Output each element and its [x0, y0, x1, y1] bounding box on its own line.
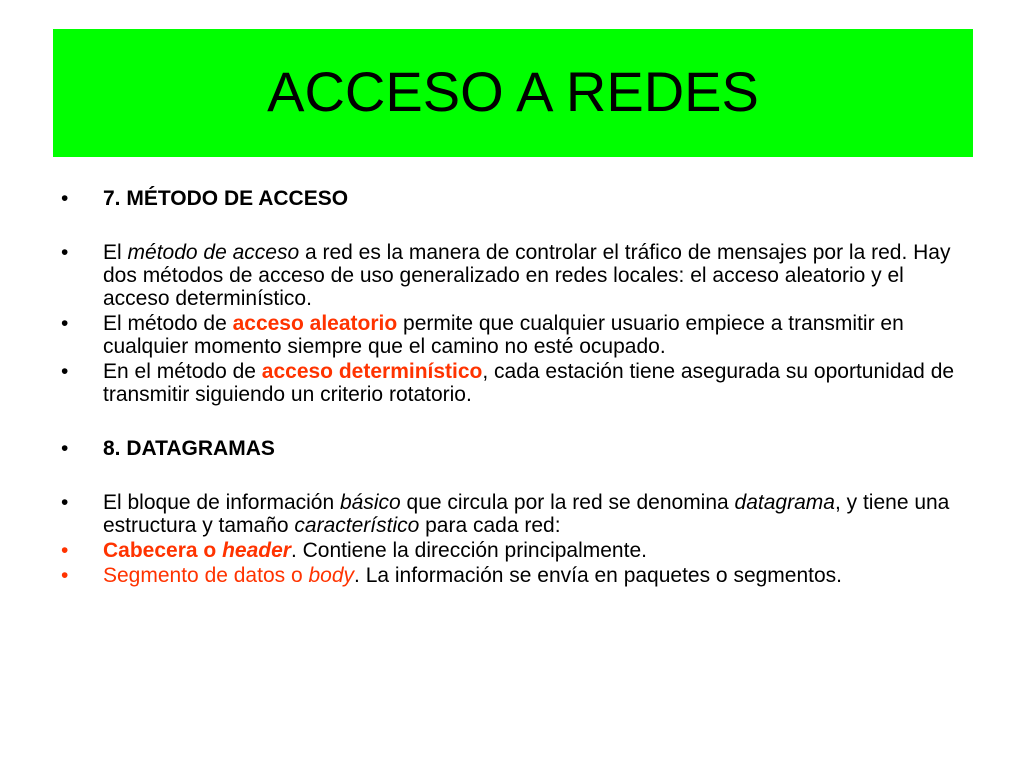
text-run: El bloque de información — [103, 491, 340, 514]
term-header: header — [222, 539, 291, 562]
bullet-dot: • — [61, 491, 69, 514]
text-run: permite que cualquier usuario empiece a transmitir en cualquier momento siempre que el camino no esté ocupado. — [103, 312, 904, 358]
slide-title: ACCESO A REDES — [267, 59, 759, 123]
text-run: . Contiene la dirección principalmente. — [290, 539, 647, 562]
bullet-dot: • — [61, 539, 69, 562]
bullet-acceso-aleatorio — [60, 312, 970, 358]
text-run: El — [103, 241, 128, 264]
bullet-dot: • — [61, 241, 69, 264]
bullet-dot: • — [61, 187, 69, 210]
bullet-metodo-definicion — [60, 241, 970, 310]
bullet-dot: • — [61, 360, 69, 383]
text-run: , y tiene una estructura y tamaño — [103, 491, 950, 537]
bullet-datagrama-definicion — [60, 491, 970, 537]
section-heading-metodo: 7. MÉTODO DE ACCESO — [103, 187, 349, 210]
text-run: a red es la manera de controlar el tráfico de mensajes por la red. Hay dos métodos de acceso de uso generalizado en redes locales: el acceso aleatorio y el acceso determinístico. — [103, 241, 951, 310]
bullet-dot: • — [61, 312, 69, 335]
text-run: . La información se envía en paquetes o segmentos. — [354, 564, 843, 587]
section-heading-datagramas: 8. DATAGRAMAS — [103, 437, 275, 460]
term-acceso-deterministico: acceso determinístico — [261, 360, 483, 383]
term-caracteristico: característico — [294, 514, 420, 537]
bullet-acceso-deterministico — [60, 360, 970, 406]
bullet-cabecera — [60, 539, 970, 562]
slide-content — [60, 183, 970, 587]
text-run: En el método de — [103, 360, 262, 383]
bullet-dot: • — [61, 437, 69, 460]
term-metodo-de-acceso: método de acceso — [127, 241, 300, 264]
term-datagrama: datagrama — [734, 491, 835, 514]
term-basico: básico — [339, 491, 401, 514]
title-box — [53, 29, 973, 157]
text-run: El método de — [103, 312, 233, 335]
bullet-metodo-heading — [60, 187, 970, 210]
text-run: que circula por la red se denomina — [400, 491, 735, 514]
text-run: , cada estación tiene asegurada su oportunidad de transmitir siguiendo un criterio rotatorio. — [103, 360, 955, 406]
term-segmento-de-datos: Segmento de datos o — [103, 564, 309, 587]
bullet-segmento — [60, 564, 970, 587]
term-acceso-aleatorio: acceso aleatorio — [232, 312, 398, 335]
bullet-dot: • — [61, 564, 69, 587]
text-run: para cada red: — [419, 514, 561, 537]
bullet-datagramas-heading — [60, 437, 970, 460]
term-body: body — [308, 564, 355, 587]
term-cabecera: Cabecera o — [103, 539, 223, 562]
